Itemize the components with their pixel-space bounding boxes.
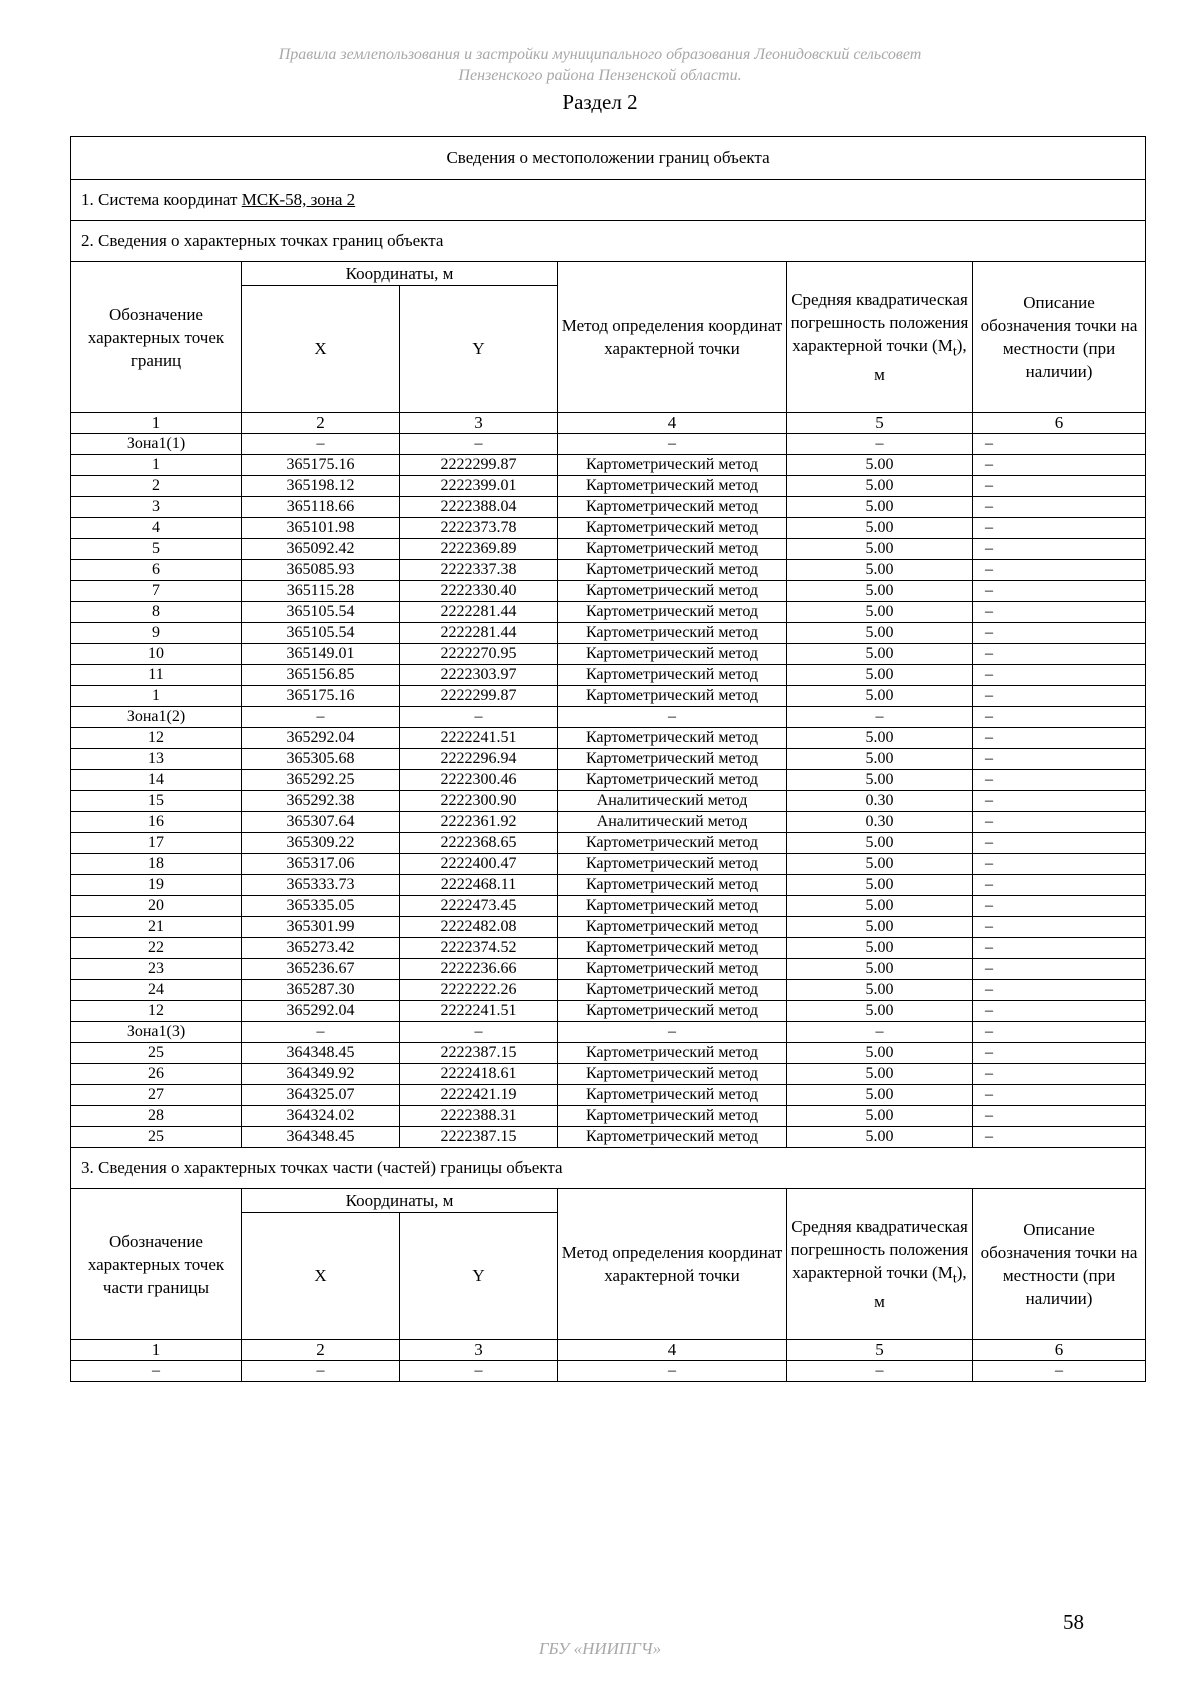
header-line-1: Правила землепользования и застройки муниципального образования Леонидовский сельсовет — [278, 46, 922, 63]
table-row — [71, 665, 1146, 686]
point-id-cell: 14 — [71, 770, 242, 791]
point-id-cell: Зона1(1) — [71, 434, 242, 455]
x-cell: 365118.66 — [242, 497, 400, 518]
point-id-cell: 13 — [71, 749, 242, 770]
method-cell: Аналитический метод — [558, 812, 787, 833]
table-row — [71, 686, 1146, 707]
accuracy-cell: 5.00 — [787, 749, 973, 770]
x-cell: 365236.67 — [242, 959, 400, 980]
description-cell: – — [973, 665, 1146, 686]
y-cell: – — [400, 707, 558, 728]
method-cell: Картометрический метод — [558, 917, 787, 938]
accuracy-cell: 5.00 — [787, 476, 973, 497]
x-cell: 365273.42 — [242, 938, 400, 959]
description-cell: – — [973, 707, 1146, 728]
coord-system-row — [71, 180, 1146, 221]
point-id-cell: 19 — [71, 875, 242, 896]
method-cell: Картометрический метод — [558, 644, 787, 665]
x-cell: 365175.16 — [242, 455, 400, 476]
point-id-cell: 18 — [71, 854, 242, 875]
point-id-cell: 17 — [71, 833, 242, 854]
description-cell: – — [973, 1127, 1146, 1148]
method-cell: Картометрический метод — [558, 875, 787, 896]
y-cell: 2222270.95 — [400, 644, 558, 665]
method-cell: Картометрический метод — [558, 581, 787, 602]
col-point-header: Обозначение характерных точек границ — [71, 262, 242, 413]
method-cell: Картометрический метод — [558, 455, 787, 476]
y-cell: 2222373.78 — [400, 518, 558, 539]
table-row — [71, 455, 1146, 476]
y-cell: 2222281.44 — [400, 602, 558, 623]
section-3-heading: 3. Сведения о характерных точках части (частей) границы объекта — [71, 1148, 1146, 1189]
x-cell: – — [242, 1361, 400, 1382]
x-cell: 365287.30 — [242, 980, 400, 1001]
y-cell: – — [400, 1022, 558, 1043]
x-cell: 365333.73 — [242, 875, 400, 896]
point-id-cell: 12 — [71, 728, 242, 749]
method-cell: Картометрический метод — [558, 1001, 787, 1022]
x-cell: 365085.93 — [242, 560, 400, 581]
y-cell: 2222388.04 — [400, 497, 558, 518]
point-id-cell: 23 — [71, 959, 242, 980]
y-cell: 2222387.15 — [400, 1127, 558, 1148]
description-cell: – — [973, 791, 1146, 812]
y-cell: 2222361.92 — [400, 812, 558, 833]
accuracy-cell: 5.00 — [787, 623, 973, 644]
accuracy-cell: – — [787, 707, 973, 728]
table-row — [71, 728, 1146, 749]
table-row — [71, 938, 1146, 959]
point-id-cell: – — [71, 1361, 242, 1382]
point-id-cell: 22 — [71, 938, 242, 959]
point-id-cell: 4 — [71, 518, 242, 539]
point-id-cell: 24 — [71, 980, 242, 1001]
column-number-2: 2 — [242, 413, 400, 434]
header-line-2: Пензенского района Пензенской области. — [458, 67, 742, 84]
table-row — [71, 791, 1146, 812]
point-id-cell: 16 — [71, 812, 242, 833]
accuracy-header-text: Средняя квадратическая погрешность положения характерной точки (M — [790, 289, 969, 355]
column-number-5: 5 — [787, 413, 973, 434]
accuracy-cell: 5.00 — [787, 1064, 973, 1085]
accuracy-cell: 5.00 — [787, 497, 973, 518]
method-cell: Картометрический метод — [558, 623, 787, 644]
description-cell: – — [973, 1361, 1146, 1382]
x-cell: 364325.07 — [242, 1085, 400, 1106]
description-cell: – — [973, 644, 1146, 665]
description-cell: – — [973, 560, 1146, 581]
table-row — [71, 980, 1146, 1001]
column-number-1: 1 — [71, 1340, 242, 1361]
accuracy-cell: 5.00 — [787, 1127, 973, 1148]
table-row — [71, 1043, 1146, 1064]
point-id-cell: 2 — [71, 476, 242, 497]
y-cell: 2222468.11 — [400, 875, 558, 896]
y-cell: 2222374.52 — [400, 938, 558, 959]
accuracy-cell: – — [787, 434, 973, 455]
description-cell: – — [973, 749, 1146, 770]
x-cell: – — [242, 707, 400, 728]
table-row — [71, 581, 1146, 602]
x-cell: 365105.54 — [242, 623, 400, 644]
table-row — [71, 770, 1146, 791]
description-cell: – — [973, 896, 1146, 917]
x-cell: 364348.45 — [242, 1127, 400, 1148]
description-cell: – — [973, 1001, 1146, 1022]
table-row — [71, 1085, 1146, 1106]
accuracy-cell: 5.00 — [787, 644, 973, 665]
accuracy-cell: 5.00 — [787, 602, 973, 623]
accuracy-cell: 5.00 — [787, 1043, 973, 1064]
table-row — [71, 644, 1146, 665]
column-number-6: 6 — [973, 413, 1146, 434]
x-cell: 365292.38 — [242, 791, 400, 812]
description-cell: – — [973, 602, 1146, 623]
point-id-cell: 6 — [71, 560, 242, 581]
y-cell: 2222330.40 — [400, 581, 558, 602]
section-title: Раздел 2 — [562, 90, 638, 114]
x-cell: 365105.54 — [242, 602, 400, 623]
x-cell: 365292.04 — [242, 728, 400, 749]
method-cell: Картометрический метод — [558, 497, 787, 518]
point-id-cell: 7 — [71, 581, 242, 602]
y-cell: 2222299.87 — [400, 686, 558, 707]
table-row — [71, 917, 1146, 938]
table-row — [71, 1064, 1146, 1085]
method-cell: Картометрический метод — [558, 476, 787, 497]
description-cell: – — [973, 770, 1146, 791]
description-cell: – — [973, 875, 1146, 896]
accuracy-cell: 5.00 — [787, 917, 973, 938]
method-cell: Картометрический метод — [558, 602, 787, 623]
column-numbers-row-part — [71, 1340, 1146, 1361]
method-cell: Картометрический метод — [558, 560, 787, 581]
boundary-table — [70, 136, 1146, 1382]
description-cell: – — [973, 1085, 1146, 1106]
point-id-cell: 21 — [71, 917, 242, 938]
accuracy-cell: 5.00 — [787, 665, 973, 686]
y-cell: 2222421.19 — [400, 1085, 558, 1106]
table-row — [71, 833, 1146, 854]
y-cell: 2222400.47 — [400, 854, 558, 875]
method-cell: Аналитический метод — [558, 791, 787, 812]
table-row — [71, 560, 1146, 581]
point-id-cell: 25 — [71, 1043, 242, 1064]
x-header: X — [242, 286, 400, 413]
table-row — [71, 896, 1146, 917]
description-cell: – — [973, 539, 1146, 560]
point-id-cell: 3 — [71, 497, 242, 518]
table-row — [71, 602, 1146, 623]
description-cell: – — [973, 1106, 1146, 1127]
accuracy-cell: 5.00 — [787, 686, 973, 707]
x-cell: 365149.01 — [242, 644, 400, 665]
y-cell: 2222299.87 — [400, 455, 558, 476]
accuracy-cell: – — [787, 1361, 973, 1382]
accuracy-cell: 5.00 — [787, 455, 973, 476]
x-cell: 365101.98 — [242, 518, 400, 539]
accuracy-header-sub: t — [952, 343, 957, 360]
x-cell: 365156.85 — [242, 665, 400, 686]
coord-system-value: МСК-58, зона 2 — [241, 190, 356, 209]
description-cell: – — [973, 518, 1146, 539]
accuracy-header-part-tail: ), м — [874, 1262, 967, 1312]
accuracy-cell: 5.00 — [787, 1085, 973, 1106]
y-cell: 2222241.51 — [400, 728, 558, 749]
point-id-cell: 8 — [71, 602, 242, 623]
column-number-4: 4 — [558, 1340, 787, 1361]
method-cell: Картометрический метод — [558, 938, 787, 959]
description-cell: – — [973, 812, 1146, 833]
table-row — [71, 518, 1146, 539]
method-cell: Картометрический метод — [558, 728, 787, 749]
description-cell: – — [973, 917, 1146, 938]
description-cell: – — [973, 476, 1146, 497]
accuracy-header-part-text: Средняя квадратическая погрешность положения характерной точки (M — [790, 1216, 969, 1282]
method-cell: – — [558, 1022, 787, 1043]
y-header: Y — [400, 286, 558, 413]
method-cell: Картометрический метод — [558, 1085, 787, 1106]
table-row — [71, 434, 1146, 455]
y-cell: 2222368.65 — [400, 833, 558, 854]
table-row — [71, 497, 1146, 518]
accuracy-cell: 5.00 — [787, 980, 973, 1001]
accuracy-cell: 5.00 — [787, 938, 973, 959]
x-cell: 364349.92 — [242, 1064, 400, 1085]
y-cell: 2222236.66 — [400, 959, 558, 980]
x-cell: 365307.64 — [242, 812, 400, 833]
point-id-cell: Зона1(2) — [71, 707, 242, 728]
x-cell: 365301.99 — [242, 917, 400, 938]
method-cell: Картометрический метод — [558, 770, 787, 791]
x-cell: – — [242, 1022, 400, 1043]
method-cell: Картометрический метод — [558, 539, 787, 560]
table-row — [71, 539, 1146, 560]
y-cell: 2222399.01 — [400, 476, 558, 497]
table-row — [71, 1022, 1146, 1043]
description-cell: – — [973, 434, 1146, 455]
x-cell: 365092.42 — [242, 539, 400, 560]
description-header-part: Описание обозначения точки на местности (при наличии) — [973, 1189, 1146, 1340]
table-row — [71, 854, 1146, 875]
point-id-cell: 1 — [71, 455, 242, 476]
accuracy-header-part — [787, 1189, 973, 1340]
accuracy-cell: 5.00 — [787, 833, 973, 854]
point-id-cell: 10 — [71, 644, 242, 665]
coords-header-part: Координаты, м — [242, 1189, 558, 1213]
point-id-cell: 11 — [71, 665, 242, 686]
method-cell: Картометрический метод — [558, 896, 787, 917]
y-cell: 2222281.44 — [400, 623, 558, 644]
description-header: Описание обозначения точки на местности (при наличии) — [973, 262, 1146, 413]
column-number-2: 2 — [242, 1340, 400, 1361]
x-cell: 364324.02 — [242, 1106, 400, 1127]
accuracy-cell: 5.00 — [787, 518, 973, 539]
y-cell: – — [400, 1361, 558, 1382]
x-cell: 364348.45 — [242, 1043, 400, 1064]
method-cell: Картометрический метод — [558, 1127, 787, 1148]
x-cell: – — [242, 434, 400, 455]
x-cell: 365292.25 — [242, 770, 400, 791]
point-id-cell: 5 — [71, 539, 242, 560]
y-cell: 2222473.45 — [400, 896, 558, 917]
x-cell: 365175.16 — [242, 686, 400, 707]
point-id-cell: 25 — [71, 1127, 242, 1148]
accuracy-header — [787, 262, 973, 413]
column-number-4: 4 — [558, 413, 787, 434]
accuracy-cell: 5.00 — [787, 560, 973, 581]
accuracy-header-tail: ), м — [874, 335, 967, 385]
table-row — [71, 875, 1146, 896]
column-number-6: 6 — [973, 1340, 1146, 1361]
description-cell: – — [973, 455, 1146, 476]
method-cell: – — [558, 707, 787, 728]
description-cell: – — [973, 623, 1146, 644]
table-row — [71, 707, 1146, 728]
point-id-cell: 20 — [71, 896, 242, 917]
method-cell: Картометрический метод — [558, 749, 787, 770]
method-cell: Картометрический метод — [558, 1106, 787, 1127]
table-row-part — [71, 1361, 1146, 1382]
description-cell: – — [973, 1022, 1146, 1043]
point-id-cell: 1 — [71, 686, 242, 707]
y-cell: 2222337.38 — [400, 560, 558, 581]
accuracy-cell: 5.00 — [787, 896, 973, 917]
accuracy-cell: 5.00 — [787, 728, 973, 749]
description-cell: – — [973, 497, 1146, 518]
table-row — [71, 1001, 1146, 1022]
x-cell: 365335.05 — [242, 896, 400, 917]
method-cell: Картометрический метод — [558, 686, 787, 707]
y-cell: 2222388.31 — [400, 1106, 558, 1127]
point-id-cell: Зона1(3) — [71, 1022, 242, 1043]
description-cell: – — [973, 581, 1146, 602]
method-cell: Картометрический метод — [558, 959, 787, 980]
table-row — [71, 623, 1146, 644]
point-id-cell: 9 — [71, 623, 242, 644]
column-number-3: 3 — [400, 413, 558, 434]
accuracy-cell: – — [787, 1022, 973, 1043]
method-header-part: Метод определения координат характерной точки — [558, 1189, 787, 1340]
page-number: 58 — [1063, 1610, 1084, 1634]
description-cell: – — [973, 959, 1146, 980]
description-cell: – — [973, 728, 1146, 749]
column-number-1: 1 — [71, 413, 242, 434]
x-cell: 365198.12 — [242, 476, 400, 497]
description-cell: – — [973, 938, 1146, 959]
y-cell: 2222418.61 — [400, 1064, 558, 1085]
description-cell: – — [973, 686, 1146, 707]
point-id-cell: 27 — [71, 1085, 242, 1106]
accuracy-cell: 5.00 — [787, 854, 973, 875]
x-header-part: X — [242, 1213, 400, 1340]
description-cell: – — [973, 833, 1146, 854]
y-cell: 2222222.26 — [400, 980, 558, 1001]
description-cell: – — [973, 980, 1146, 1001]
method-cell: Картометрический метод — [558, 518, 787, 539]
y-cell: 2222369.89 — [400, 539, 558, 560]
y-cell: 2222296.94 — [400, 749, 558, 770]
method-header: Метод определения координат характерной точки — [558, 262, 787, 413]
section-2-heading: 2. Сведения о характерных точках границ объекта — [71, 221, 1146, 262]
accuracy-header-part-sub: t — [952, 1270, 957, 1287]
accuracy-cell: 0.30 — [787, 791, 973, 812]
table-row — [71, 959, 1146, 980]
accuracy-cell: 5.00 — [787, 1106, 973, 1127]
y-header-part: Y — [400, 1213, 558, 1340]
column-numbers-row — [71, 413, 1146, 434]
x-cell: 365305.68 — [242, 749, 400, 770]
point-id-cell: 12 — [71, 1001, 242, 1022]
table-title: Сведения о местоположении границ объекта — [71, 137, 1146, 180]
column-number-5: 5 — [787, 1340, 973, 1361]
y-cell: – — [400, 434, 558, 455]
description-cell: – — [973, 1064, 1146, 1085]
method-cell: Картометрический метод — [558, 1064, 787, 1085]
method-cell: Картометрический метод — [558, 980, 787, 1001]
table-row — [71, 1127, 1146, 1148]
table-row — [71, 476, 1146, 497]
accuracy-cell: 0.30 — [787, 812, 973, 833]
table-row — [71, 1106, 1146, 1127]
method-cell: – — [558, 1361, 787, 1382]
y-cell: 2222241.51 — [400, 1001, 558, 1022]
coords-header: Координаты, м — [242, 262, 558, 286]
footer: ГБУ «НИИПГЧ» — [538, 1639, 662, 1658]
description-cell: – — [973, 1043, 1146, 1064]
x-cell: 365317.06 — [242, 854, 400, 875]
point-id-cell: 28 — [71, 1106, 242, 1127]
x-cell: 365115.28 — [242, 581, 400, 602]
method-cell: Картометрический метод — [558, 665, 787, 686]
accuracy-cell: 5.00 — [787, 539, 973, 560]
point-id-cell: 15 — [71, 791, 242, 812]
description-cell: – — [973, 854, 1146, 875]
accuracy-cell: 5.00 — [787, 770, 973, 791]
method-cell: Картометрический метод — [558, 833, 787, 854]
coord-system-label: 1. Система координат — [81, 190, 238, 209]
y-cell: 2222303.97 — [400, 665, 558, 686]
accuracy-cell: 5.00 — [787, 875, 973, 896]
page-header — [0, 44, 1200, 86]
accuracy-cell: 5.00 — [787, 581, 973, 602]
method-cell: Картометрический метод — [558, 854, 787, 875]
column-number-3: 3 — [400, 1340, 558, 1361]
method-cell: Картометрический метод — [558, 1043, 787, 1064]
x-cell: 365292.04 — [242, 1001, 400, 1022]
y-cell: 2222387.15 — [400, 1043, 558, 1064]
table-row — [71, 812, 1146, 833]
accuracy-cell: 5.00 — [787, 1001, 973, 1022]
point-id-cell: 26 — [71, 1064, 242, 1085]
x-cell: 365309.22 — [242, 833, 400, 854]
table-row — [71, 749, 1146, 770]
y-cell: 2222300.90 — [400, 791, 558, 812]
col-part-point-header: Обозначение характерных точек части границы — [71, 1189, 242, 1340]
accuracy-cell: 5.00 — [787, 959, 973, 980]
y-cell: 2222300.46 — [400, 770, 558, 791]
method-cell: – — [558, 434, 787, 455]
y-cell: 2222482.08 — [400, 917, 558, 938]
